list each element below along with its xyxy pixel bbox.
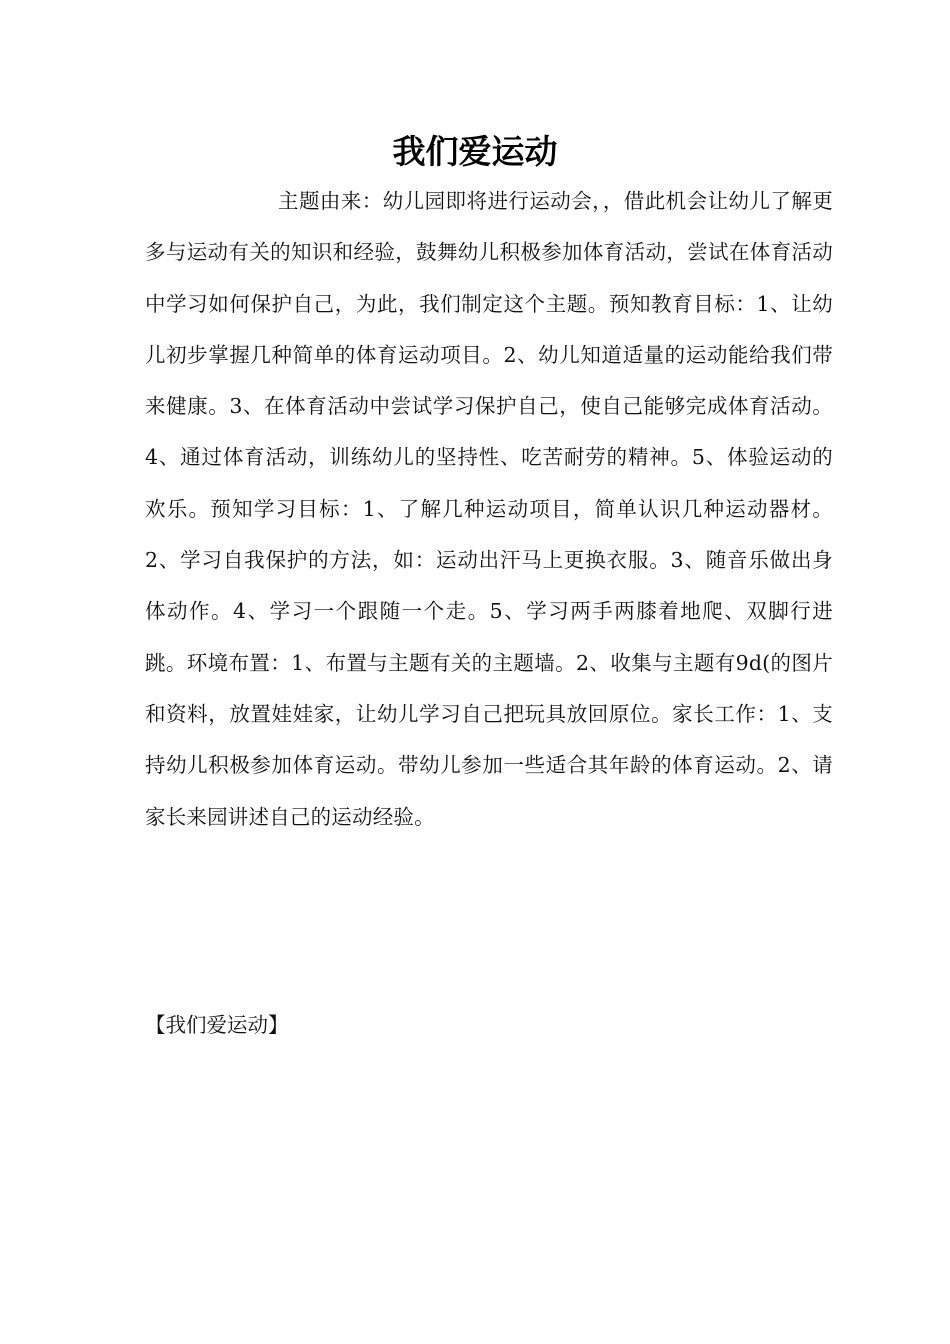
document-body-paragraph: 主题由来：幼儿园即将进行运动会，，借此机会让幼儿了解更多与运动有关的知识和经验，鼓舞幼儿积极参加体育活动，尝试在体育活动中学习如何保护自己，为此，我们制定这个主题。预知教育目标：1、让幼儿初步掌握几种简单的体育运动项目。2、幼儿知道适量的运动能给我们带来健康。3、在体育活动中尝试学习保护自己，使自己能够完成体育活动。4、通过体育活动，训练幼儿的坚持性、吃苦耐劳的精神。5、体验运动的欢乐。预知学习目标：1、了解几种运动项目，简单认识几种运动器材。2、学习自我保护的方法，如：运动出汗马上更换衣服。3、随音乐做出身体动作。4、学习一个跟随一个走。5、学习两手两膝着地爬、双脚行进跳。环境布置：1、布置与主题有关的主题墙。2、收集与主题有9d(的图片和资料，放置娃娃家，让幼儿学习自己把玩具放回原位。家长工作：1、支持幼儿积极参加体育运动。带幼儿参加一些适合其年龄的体育运动。2、请家长来园讲述自己的运动经验。 — [145, 189, 833, 829]
document-title: 我们爱运动 — [392, 132, 558, 171]
document-footer-title: 【我们爱运动】 — [145, 1013, 289, 1037]
